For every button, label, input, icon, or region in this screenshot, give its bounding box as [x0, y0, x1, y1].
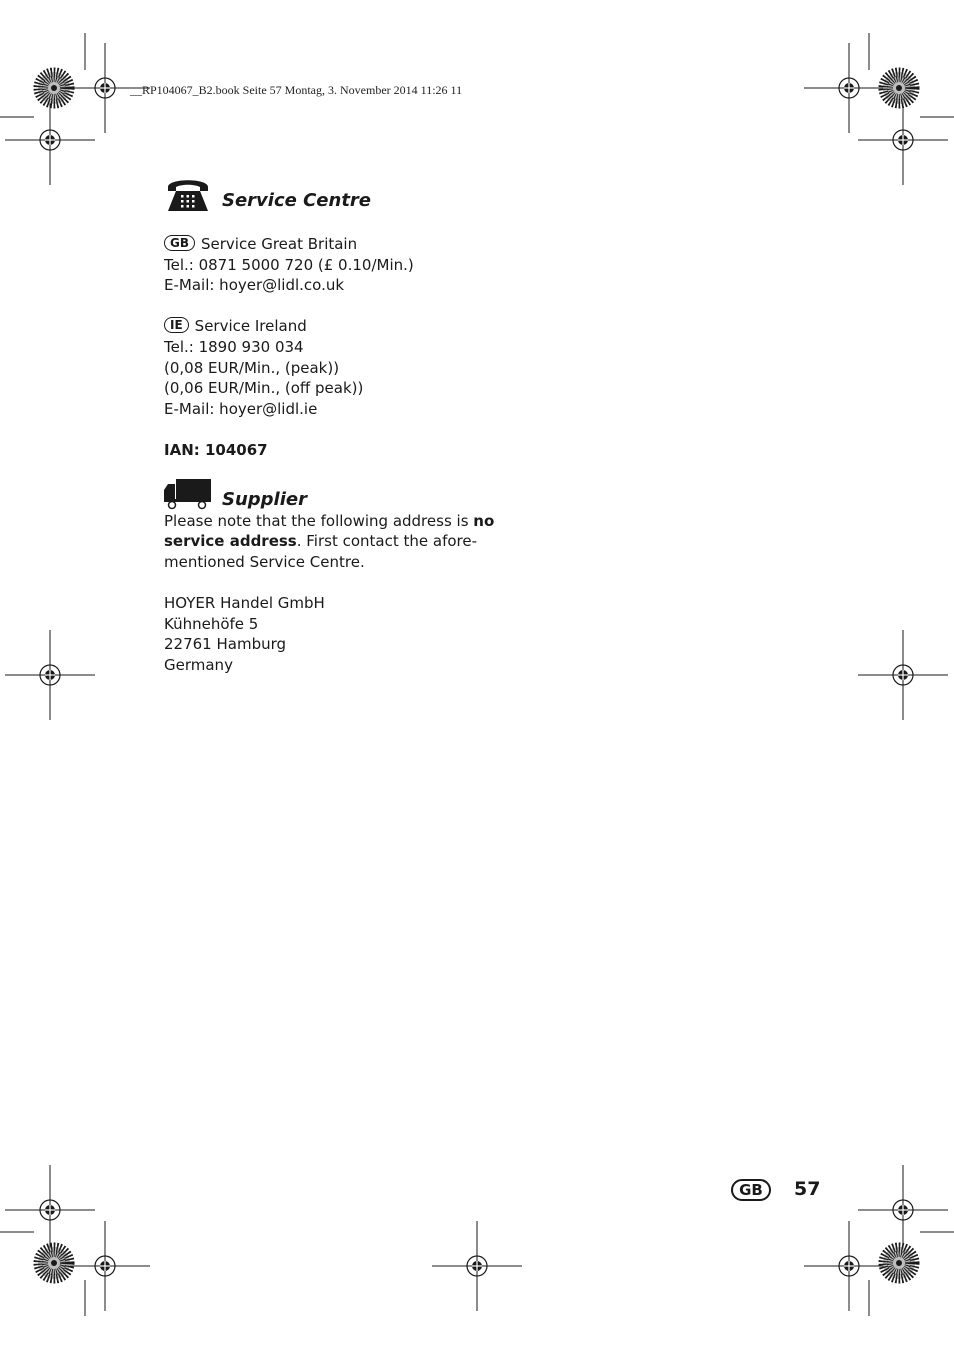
- supplier-note-emphasis: no: [473, 511, 495, 530]
- service-ie-label: Service Ireland: [194, 317, 307, 336]
- service-gb-tel: Tel.: 0871 5000 720 (£ 0.10/Min.): [164, 255, 414, 274]
- supplier-note-text-2: . First contact the afore-: [296, 532, 478, 551]
- address-city: 22761 Hamburg: [164, 635, 287, 654]
- address-country: Germany: [164, 655, 233, 674]
- service-ie-rate-offpeak: (0,06 EUR/Min., (off peak)): [164, 379, 364, 398]
- print-slug-line: __RP104067_B2.book Seite 57 Montag, 3. November 2014 11:26 11: [130, 83, 463, 97]
- service-ie-tel: Tel.: 1890 930 034: [164, 337, 304, 356]
- address-company: HOYER Handel GmbH: [164, 593, 325, 612]
- supplier-note-line-2: [164, 531, 544, 552]
- service-ie-email: E-Mail: hoyer@lidl.ie: [164, 399, 318, 418]
- supplier-title: Supplier: [222, 488, 307, 510]
- supplier-note-emphasis-2: service address: [164, 532, 297, 551]
- truck-icon: [164, 477, 212, 511]
- service-centre-heading: [164, 170, 544, 210]
- supplier-note-line-3: mentioned Service Centre.: [164, 552, 365, 571]
- service-gb-name: [164, 234, 544, 255]
- service-gb-email: E-Mail: hoyer@lidl.co.uk: [164, 276, 345, 295]
- service-ie-name: [164, 316, 544, 337]
- service-centre-title: Service Centre: [222, 190, 372, 211]
- country-badge-gb: GB: [164, 235, 195, 251]
- supplier-note-line-1: [164, 511, 544, 532]
- page-number: 57: [794, 1178, 821, 1200]
- ian-number: IAN: 104067: [164, 440, 268, 459]
- service-gb-label: Service Great Britain: [201, 235, 358, 253]
- supplier-heading: [164, 475, 544, 511]
- country-badge-ie: IE: [164, 317, 189, 333]
- supplier-note-text: Please note that the following address is: [164, 511, 474, 530]
- service-ie-rate-peak: (0,08 EUR/Min., (peak)): [164, 358, 340, 377]
- address-street: Kühnehöfe 5: [164, 614, 259, 633]
- footer-country-badge: GB: [731, 1179, 771, 1201]
- telephone-icon: [164, 176, 212, 212]
- service-content: [164, 170, 544, 675]
